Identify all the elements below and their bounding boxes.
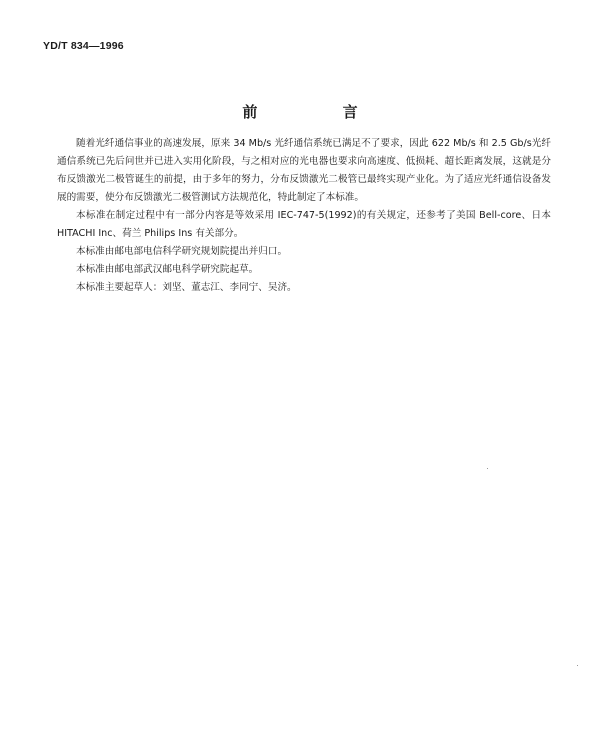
page-title: 前 言 [242, 103, 398, 121]
paragraph-drafter: 本标准由邮电部武汉邮电科学研究院起草。 [76, 264, 259, 275]
scan-speck [487, 468, 488, 469]
paragraph-references: 本标准在制定过程中有一部分内容是等效采用 IEC-747-5(1992)的有关规定，还参考了美国 Bell-core、日本 HITACHI Inc、荷兰 Philips Ins 有关部分。 [57, 210, 551, 239]
scan-speck [577, 665, 578, 666]
paragraph-proposer: 本标准由邮电部电信科学研究规划院提出并归口。 [76, 246, 288, 257]
body-text [57, 135, 551, 297]
paragraph-background: 随着光纤通信事业的高速发展，原来 34 Mb/s 光纤通信系统已满足不了要求，因此 622 Mb/s 和 2.5 Gb/s光纤通信系统已先后问世并已进入实用化阶段，与之相对应的光电器也要求向高速度、低损耗、超长距离发展，这就是分布反馈激光二极管诞生的前提，由于多年的努力，分布反馈激光二极管已最终实现产业化。为了适应光纤通信设备发展的需要，使分布反馈激光二极管测试方法规范化，特此制定了本标准。 [57, 138, 551, 203]
standard-code: YD/T 834—1996 [43, 40, 124, 52]
paragraph-authors: 本标准主要起草人：刘坚、董志江、李同宁、吴济。 [76, 282, 297, 293]
